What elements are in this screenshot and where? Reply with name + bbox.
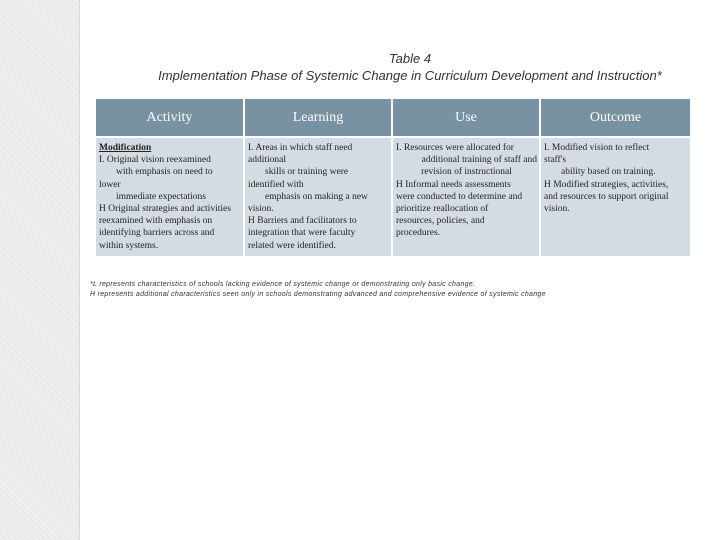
activity-line: lower [99, 179, 121, 190]
learning-line: H Barriers and facilitators to [248, 216, 357, 227]
learning-line: I. Areas in which staff need [248, 143, 353, 153]
header-outcome: Outcome [540, 99, 690, 137]
implementation-phase-table [96, 99, 690, 256]
learning-cell [244, 137, 392, 256]
activity-line: immediate expectations [116, 191, 206, 202]
outcome-line: staff's [544, 155, 567, 166]
activity-line: H Original strategies and activities [99, 204, 231, 215]
learning-line: integration that were faculty [248, 228, 356, 239]
use-line: revision of instructional [421, 167, 512, 178]
header-activity: Activity [96, 99, 244, 137]
use-line: resources, policies, and [396, 216, 485, 227]
outcome-line: I. Modified vision to reflect [544, 143, 650, 153]
use-line: prioritize reallocation of [396, 204, 489, 215]
learning-line: vision. [248, 204, 274, 215]
outcome-line: H Modified strategies, activities, [544, 179, 669, 190]
learning-line: related were identified. [248, 240, 336, 251]
table-subtitle: Implementation Phase of Systemic Change in Curriculum Development and Instruction* [158, 68, 662, 83]
table-row [96, 137, 690, 256]
activity-line: within systems. [99, 240, 159, 251]
use-line: additional training of staff and [421, 155, 537, 166]
activity-heading: Modification [99, 143, 152, 153]
use-line: I. Resources were allocated for [396, 143, 514, 153]
activity-line: identifying barriers across and [99, 228, 215, 239]
header-use: Use [392, 99, 540, 137]
activity-cell [96, 137, 244, 256]
outcome-line: vision. [544, 204, 570, 215]
left-decorative-stripe [0, 0, 80, 540]
use-line: H Informal needs assessments [396, 179, 511, 190]
learning-line: identified with [248, 179, 304, 190]
outcome-line: and resources to support original [544, 191, 669, 202]
learning-line: additional [248, 155, 286, 166]
activity-line: I. Original vision reexamined [99, 155, 211, 166]
learning-line: emphasis on making a new [265, 191, 368, 202]
outcome-cell [540, 137, 690, 256]
table-title: Table 4 [388, 51, 432, 66]
activity-line: with emphasis on need to [116, 167, 213, 178]
outcome-line: ability based on training. [561, 167, 656, 178]
footnote-low: *L represents characteristics of schools lacking evidence of systemic change or demonstrating only basic change. [90, 281, 476, 288]
use-line: were conducted to determine and [396, 191, 523, 202]
header-learning: Learning [244, 99, 392, 137]
activity-line: reexamined with emphasis on [99, 216, 213, 227]
use-line: procedures. [396, 228, 441, 239]
footnote-high: H represents additional characteristics seen only in schools demonstrating advanced and comprehensive evidence of systemic change [90, 291, 546, 298]
use-cell [392, 137, 540, 256]
learning-line: skills or training were [265, 167, 349, 178]
table-header-row [96, 99, 690, 137]
